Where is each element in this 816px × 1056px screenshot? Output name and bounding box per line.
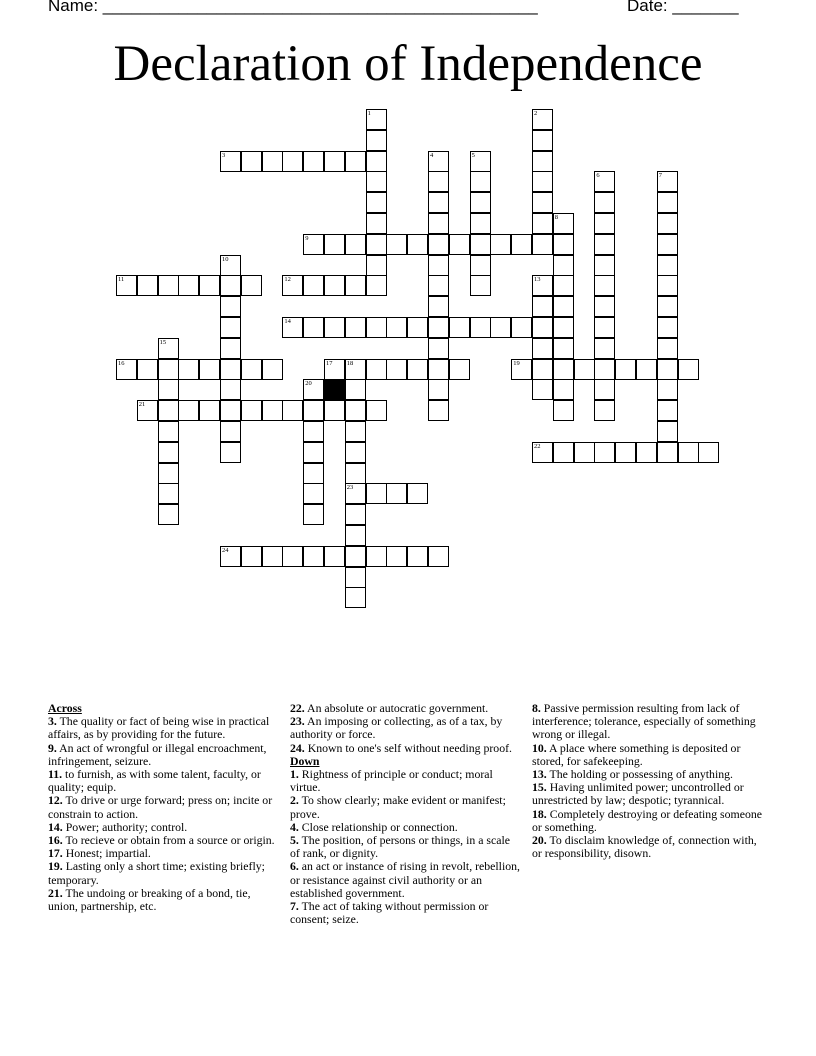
grid-cell[interactable] bbox=[199, 275, 220, 296]
clue-item-text: An imposing or collecting, as of a tax, by authority or force. bbox=[290, 714, 503, 742]
clue-item bbox=[290, 715, 520, 741]
clue-item-number: 5. bbox=[290, 833, 299, 848]
grid-cell[interactable] bbox=[158, 359, 179, 380]
grid-cell[interactable] bbox=[449, 234, 470, 255]
clue-number: 6 bbox=[596, 172, 600, 180]
grid-cell[interactable] bbox=[386, 317, 407, 338]
clue-item-text: The holding or possessing of anything. bbox=[546, 767, 733, 782]
grid-cell[interactable] bbox=[366, 130, 387, 151]
grid-cell[interactable] bbox=[449, 359, 470, 380]
grid-cell[interactable] bbox=[657, 192, 678, 213]
grid-cell[interactable] bbox=[594, 442, 615, 463]
clue-item-text: The undoing or breaking of a bond, tie, union, partnership, etc. bbox=[48, 885, 251, 914]
grid-cell[interactable] bbox=[657, 359, 678, 380]
grid-cell[interactable] bbox=[594, 213, 615, 234]
clue-item-text: To recieve or obtain from a source or origin. bbox=[62, 833, 275, 848]
grid-cell[interactable] bbox=[532, 317, 553, 338]
grid-cell[interactable] bbox=[345, 525, 366, 546]
grid-cell[interactable] bbox=[241, 400, 262, 421]
clue-item-text: Known to one's self without needing proof. bbox=[304, 740, 512, 755]
clue-number: 11 bbox=[118, 276, 125, 284]
grid-cell[interactable] bbox=[657, 234, 678, 255]
grid-cell[interactable] bbox=[241, 546, 262, 567]
grid-cell[interactable] bbox=[345, 567, 366, 588]
grid-cell[interactable] bbox=[532, 379, 553, 400]
clue-item-text: an act or instance of rising in revolt, rebellion, or resistance against civil authority or an established government. bbox=[290, 859, 520, 900]
grid-cell[interactable] bbox=[366, 400, 387, 421]
grid-cell[interactable] bbox=[158, 463, 179, 484]
grid-cell[interactable] bbox=[657, 400, 678, 421]
grid-cell[interactable] bbox=[345, 504, 366, 525]
grid-cell[interactable] bbox=[594, 234, 615, 255]
grid-cell[interactable] bbox=[366, 171, 387, 192]
black-cell bbox=[324, 379, 345, 400]
grid-cell[interactable] bbox=[490, 234, 511, 255]
grid-cell[interactable] bbox=[303, 463, 324, 484]
clue-item-text: Passive permission resulting from lack of interference; tolerance, especially of something wrong or illegal. bbox=[532, 701, 756, 742]
clue-item-number: 23. bbox=[290, 714, 305, 729]
grid-cell[interactable] bbox=[657, 379, 678, 400]
grid-cell[interactable] bbox=[345, 463, 366, 484]
grid-cell[interactable] bbox=[407, 234, 428, 255]
grid-cell[interactable] bbox=[199, 359, 220, 380]
grid-cell[interactable] bbox=[553, 379, 574, 400]
grid-cell[interactable] bbox=[324, 234, 345, 255]
grid-cell[interactable] bbox=[428, 213, 449, 234]
grid-cell[interactable] bbox=[220, 338, 241, 359]
grid-cell[interactable] bbox=[158, 275, 179, 296]
clue-item bbox=[532, 834, 762, 860]
clue-item-number: 21. bbox=[48, 885, 63, 900]
grid-cell[interactable] bbox=[199, 400, 220, 421]
grid-cell[interactable] bbox=[470, 317, 491, 338]
grid-cell[interactable] bbox=[470, 255, 491, 276]
grid-cell[interactable] bbox=[262, 546, 283, 567]
grid-cell[interactable] bbox=[158, 483, 179, 504]
clue-item bbox=[532, 808, 762, 834]
grid-cell[interactable] bbox=[303, 421, 324, 442]
clue-number: 13 bbox=[534, 276, 541, 284]
clue-number: 12 bbox=[284, 276, 291, 284]
grid-cell[interactable] bbox=[303, 504, 324, 525]
grid-cell[interactable] bbox=[428, 275, 449, 296]
grid-cell[interactable] bbox=[532, 151, 553, 172]
clue-item-text: Completely destroying or defeating someone or something. bbox=[532, 806, 762, 834]
clue-item-number: 15. bbox=[532, 780, 547, 795]
grid-cell[interactable] bbox=[407, 546, 428, 567]
clue-number: 21 bbox=[138, 401, 146, 409]
grid-cell[interactable] bbox=[532, 192, 553, 213]
grid-cell[interactable] bbox=[407, 359, 428, 380]
grid-cell[interactable] bbox=[428, 379, 449, 400]
grid-cell[interactable] bbox=[366, 192, 387, 213]
clue-item-number: 20. bbox=[532, 833, 547, 848]
clue-item-number: 3. bbox=[48, 714, 57, 729]
grid-cell[interactable] bbox=[678, 442, 699, 463]
grid-cell[interactable] bbox=[532, 213, 553, 234]
grid-cell[interactable] bbox=[594, 400, 615, 421]
page-title: Declaration of Independence bbox=[113, 36, 703, 92]
clue-number: 1 bbox=[367, 110, 371, 117]
grid-cell[interactable] bbox=[428, 546, 449, 567]
clue-number: 16 bbox=[118, 359, 125, 367]
grid-cell[interactable] bbox=[345, 421, 366, 442]
grid-cell[interactable] bbox=[178, 275, 199, 296]
clue-number: 2 bbox=[534, 110, 538, 117]
clue-number: 17 bbox=[326, 359, 333, 367]
clues-column-2 bbox=[290, 702, 520, 926]
clues-column-1 bbox=[48, 702, 278, 913]
grid-cell[interactable] bbox=[428, 400, 449, 421]
grid-cell[interactable] bbox=[428, 192, 449, 213]
clue-item-number: 19. bbox=[48, 859, 63, 874]
grid-cell[interactable] bbox=[532, 234, 553, 255]
grid-cell[interactable] bbox=[324, 317, 345, 338]
grid-cell[interactable] bbox=[657, 442, 678, 463]
grid-cell[interactable] bbox=[594, 338, 615, 359]
clue-item-text: Rightness of principle or conduct; moral virtue. bbox=[290, 767, 493, 795]
grid-cell[interactable] bbox=[553, 296, 574, 317]
grid-cell[interactable] bbox=[615, 442, 636, 463]
grid-cell[interactable] bbox=[511, 234, 532, 255]
grid-cell[interactable] bbox=[241, 275, 262, 296]
grid-cell[interactable] bbox=[657, 421, 678, 442]
grid-cell[interactable] bbox=[345, 546, 366, 567]
clue-number: 15 bbox=[159, 338, 167, 346]
grid-cell[interactable] bbox=[657, 275, 678, 296]
clue-number: 5 bbox=[471, 151, 475, 159]
grid-cell[interactable] bbox=[324, 151, 345, 172]
grid-cell[interactable] bbox=[386, 546, 407, 567]
clue-item-text: A place where something is deposited or stored, for safekeeping. bbox=[532, 740, 741, 768]
clue-number: 24 bbox=[222, 546, 229, 554]
grid-cell[interactable] bbox=[532, 171, 553, 192]
grid-cell[interactable] bbox=[282, 151, 303, 172]
name-field[interactable]: Name: ______________________________________________ bbox=[48, 0, 538, 15]
grid-cell[interactable] bbox=[594, 296, 615, 317]
grid-cell[interactable] bbox=[553, 400, 574, 421]
grid-cell[interactable] bbox=[553, 359, 574, 380]
grid-cell[interactable] bbox=[594, 192, 615, 213]
grid-cell[interactable] bbox=[594, 379, 615, 400]
clue-item-number: 12. bbox=[48, 793, 63, 808]
grid-cell[interactable] bbox=[345, 587, 366, 608]
grid-cell[interactable] bbox=[594, 255, 615, 276]
clue-item bbox=[532, 781, 762, 807]
grid-cell[interactable] bbox=[366, 151, 387, 172]
grid-cell[interactable] bbox=[282, 546, 303, 567]
clue-item-text: Close relationship or connection. bbox=[298, 819, 458, 834]
clue-item-text: Having unlimited power; uncontrolled or unrestricted by law; despotic; tyrannical. bbox=[532, 780, 744, 808]
grid-cell[interactable] bbox=[366, 275, 387, 296]
clue-item-number: 8. bbox=[532, 701, 541, 715]
clue-number: 14 bbox=[284, 318, 291, 325]
grid-cell[interactable] bbox=[553, 275, 574, 296]
grid-cell[interactable] bbox=[220, 296, 241, 317]
grid-cell[interactable] bbox=[428, 171, 449, 192]
grid-cell[interactable] bbox=[178, 359, 199, 380]
grid-cell[interactable] bbox=[615, 359, 636, 380]
clue-item bbox=[290, 834, 520, 860]
grid-cell[interactable] bbox=[407, 317, 428, 338]
clue-number: 20 bbox=[305, 380, 312, 388]
clue-item-number: 6. bbox=[290, 859, 299, 874]
grid-cell[interactable] bbox=[303, 442, 324, 463]
clue-item-text: The position, of persons or things, in a scale of rank, or dignity. bbox=[290, 833, 510, 861]
clue-number: 7 bbox=[658, 172, 663, 180]
clue-item-number: 22. bbox=[290, 701, 305, 715]
grid-cell[interactable] bbox=[553, 255, 574, 276]
clue-item bbox=[290, 742, 520, 755]
clue-item bbox=[48, 742, 278, 768]
grid-cell[interactable] bbox=[657, 338, 678, 359]
grid-cell[interactable] bbox=[470, 275, 491, 296]
clue-number: 22 bbox=[534, 442, 541, 450]
grid-cell[interactable] bbox=[386, 483, 407, 504]
grid-cell[interactable] bbox=[220, 421, 241, 442]
grid-cell[interactable] bbox=[553, 234, 574, 255]
grid-cell[interactable] bbox=[636, 359, 657, 380]
date-field[interactable]: Date: _______ bbox=[627, 0, 739, 15]
grid-cell[interactable] bbox=[470, 192, 491, 213]
grid-cell[interactable] bbox=[594, 275, 615, 296]
clue-item bbox=[290, 900, 520, 926]
grid-cell[interactable] bbox=[220, 317, 241, 338]
clue-item-text: The quality or fact of being wise in practical affairs, as by providing for the future. bbox=[48, 714, 270, 742]
grid-cell[interactable] bbox=[553, 338, 574, 359]
clue-item-number: 18. bbox=[532, 806, 547, 821]
clue-item bbox=[48, 715, 278, 741]
grid-cell[interactable] bbox=[345, 442, 366, 463]
grid-cell[interactable] bbox=[220, 400, 241, 421]
grid-cell[interactable] bbox=[574, 359, 595, 380]
grid-cell[interactable] bbox=[345, 317, 366, 338]
clue-item bbox=[532, 742, 762, 768]
grid-cell[interactable] bbox=[490, 317, 511, 338]
clue-item-number: 17. bbox=[48, 846, 63, 861]
grid-cell[interactable] bbox=[345, 151, 366, 172]
grid-cell[interactable] bbox=[282, 400, 303, 421]
clue-item-number: 7. bbox=[290, 899, 299, 914]
grid-cell[interactable] bbox=[532, 130, 553, 151]
grid-cell[interactable] bbox=[220, 379, 241, 400]
grid-cell[interactable] bbox=[366, 255, 387, 276]
clue-item bbox=[48, 860, 278, 886]
clue-item bbox=[290, 794, 520, 820]
clue-item-text: Lasting only a short time; existing briefly; temporary. bbox=[48, 859, 265, 887]
grid-cell[interactable] bbox=[345, 400, 366, 421]
clue-item bbox=[290, 860, 520, 900]
grid-cell[interactable] bbox=[324, 275, 345, 296]
clue-item-number: 9. bbox=[48, 740, 57, 755]
grid-cell[interactable] bbox=[657, 213, 678, 234]
grid-cell[interactable] bbox=[594, 317, 615, 338]
clue-item-number: 4. bbox=[290, 819, 299, 834]
grid-cell[interactable] bbox=[220, 359, 241, 380]
clue-item-number: 13. bbox=[532, 767, 547, 782]
clue-item-text: Power; authority; control. bbox=[62, 819, 188, 834]
clue-item-text: An absolute or autocratic government. bbox=[304, 701, 489, 715]
grid-cell[interactable] bbox=[220, 442, 241, 463]
grid-cell[interactable] bbox=[303, 546, 324, 567]
clue-item bbox=[48, 768, 278, 794]
grid-cell[interactable] bbox=[511, 317, 532, 338]
grid-cell[interactable] bbox=[428, 296, 449, 317]
grid-cell[interactable] bbox=[574, 442, 595, 463]
clue-item-text: To disclaim knowledge of, connection with, or responsibility, disown. bbox=[532, 833, 757, 861]
grid-cell[interactable] bbox=[345, 379, 366, 400]
clue-item-text: Honest; impartial. bbox=[62, 846, 151, 861]
clue-item bbox=[290, 768, 520, 794]
clue-item bbox=[48, 794, 278, 820]
clue-number: 9 bbox=[305, 234, 309, 242]
clue-item bbox=[532, 702, 762, 742]
grid-cell[interactable] bbox=[407, 483, 428, 504]
grid-cell[interactable] bbox=[158, 442, 179, 463]
clue-number: 23 bbox=[346, 484, 354, 492]
grid-cell[interactable] bbox=[698, 442, 719, 463]
grid-cell[interactable] bbox=[449, 317, 470, 338]
grid-cell[interactable] bbox=[366, 359, 387, 380]
grid-cell[interactable] bbox=[657, 255, 678, 276]
grid-cell[interactable] bbox=[386, 234, 407, 255]
grid-cell[interactable] bbox=[345, 275, 366, 296]
clue-item-number: 16. bbox=[48, 833, 63, 848]
grid-cell[interactable] bbox=[324, 400, 345, 421]
grid-cell[interactable] bbox=[532, 338, 553, 359]
grid-cell[interactable] bbox=[366, 213, 387, 234]
grid-cell[interactable] bbox=[158, 400, 179, 421]
clue-item-text: to furnish, as with some talent, faculty, or quality; equip. bbox=[48, 767, 261, 795]
grid-cell[interactable] bbox=[470, 234, 491, 255]
clue-number: 10 bbox=[222, 255, 229, 263]
grid-cell[interactable] bbox=[428, 234, 449, 255]
clue-item-text: An act of wrongful or illegal encroachment, infringement, seizure. bbox=[48, 740, 267, 768]
grid-cell[interactable] bbox=[324, 546, 345, 567]
grid-cell[interactable] bbox=[303, 317, 324, 338]
grid-cell[interactable] bbox=[137, 275, 158, 296]
down-heading: Down bbox=[290, 753, 320, 768]
grid-cell[interactable] bbox=[241, 359, 262, 380]
clue-item-number: 14. bbox=[48, 819, 63, 834]
clue-item-text: To show clearly; make evident or manifest; prove. bbox=[290, 793, 506, 821]
clue-item-number: 2. bbox=[290, 793, 299, 808]
grid-cell[interactable] bbox=[303, 483, 324, 504]
grid-cell[interactable] bbox=[158, 379, 179, 400]
grid-cell[interactable] bbox=[636, 442, 657, 463]
grid-cell[interactable] bbox=[428, 317, 449, 338]
clue-number: 18 bbox=[346, 359, 354, 367]
grid-cell[interactable] bbox=[470, 171, 491, 192]
grid-cell[interactable] bbox=[303, 275, 324, 296]
clue-item-number: 24. bbox=[290, 740, 305, 755]
clue-number: 8 bbox=[554, 214, 559, 221]
grid-cell[interactable] bbox=[366, 234, 387, 255]
grid-cell[interactable] bbox=[137, 359, 158, 380]
grid-cell[interactable] bbox=[178, 400, 199, 421]
clue-number: 3 bbox=[222, 151, 226, 159]
clue-item-number: 10. bbox=[532, 740, 547, 755]
clue-item-text: The act of taking without permission or consent; seize. bbox=[290, 899, 489, 927]
grid-cell[interactable] bbox=[553, 442, 574, 463]
grid-cell[interactable] bbox=[657, 296, 678, 317]
clue-item-text: To drive or urge forward; press on; incite or constrain to action. bbox=[48, 793, 273, 821]
grid-cell[interactable] bbox=[303, 151, 324, 172]
grid-cell[interactable] bbox=[158, 421, 179, 442]
grid-cell[interactable] bbox=[241, 151, 262, 172]
grid-cell[interactable] bbox=[366, 317, 387, 338]
grid-cell[interactable] bbox=[262, 400, 283, 421]
grid-cell[interactable] bbox=[262, 151, 283, 172]
grid-cell[interactable] bbox=[345, 234, 366, 255]
grid-cell[interactable] bbox=[303, 400, 324, 421]
grid-cell[interactable] bbox=[532, 296, 553, 317]
grid-cell[interactable] bbox=[428, 255, 449, 276]
clue-number: 4 bbox=[430, 151, 434, 159]
grid-cell[interactable] bbox=[220, 275, 241, 296]
grid-cell[interactable] bbox=[366, 483, 387, 504]
clue-item bbox=[48, 887, 278, 913]
grid-cell[interactable] bbox=[553, 317, 574, 338]
grid-cell[interactable] bbox=[657, 317, 678, 338]
grid-cell[interactable] bbox=[158, 504, 179, 525]
grid-cell[interactable] bbox=[428, 359, 449, 380]
clue-number: 19 bbox=[513, 359, 520, 367]
grid-cell[interactable] bbox=[386, 359, 407, 380]
grid-cell[interactable] bbox=[428, 338, 449, 359]
clue-item-number: 1. bbox=[290, 767, 299, 782]
grid-cell[interactable] bbox=[532, 359, 553, 380]
clues-column-3 bbox=[532, 702, 762, 860]
across-heading: Across bbox=[48, 701, 82, 715]
grid-cell[interactable] bbox=[594, 359, 615, 380]
grid-cell[interactable] bbox=[366, 546, 387, 567]
grid-cell[interactable] bbox=[678, 359, 699, 380]
clue-item-number: 11. bbox=[48, 767, 63, 782]
grid-cell[interactable] bbox=[262, 359, 283, 380]
grid-cell[interactable] bbox=[470, 213, 491, 234]
